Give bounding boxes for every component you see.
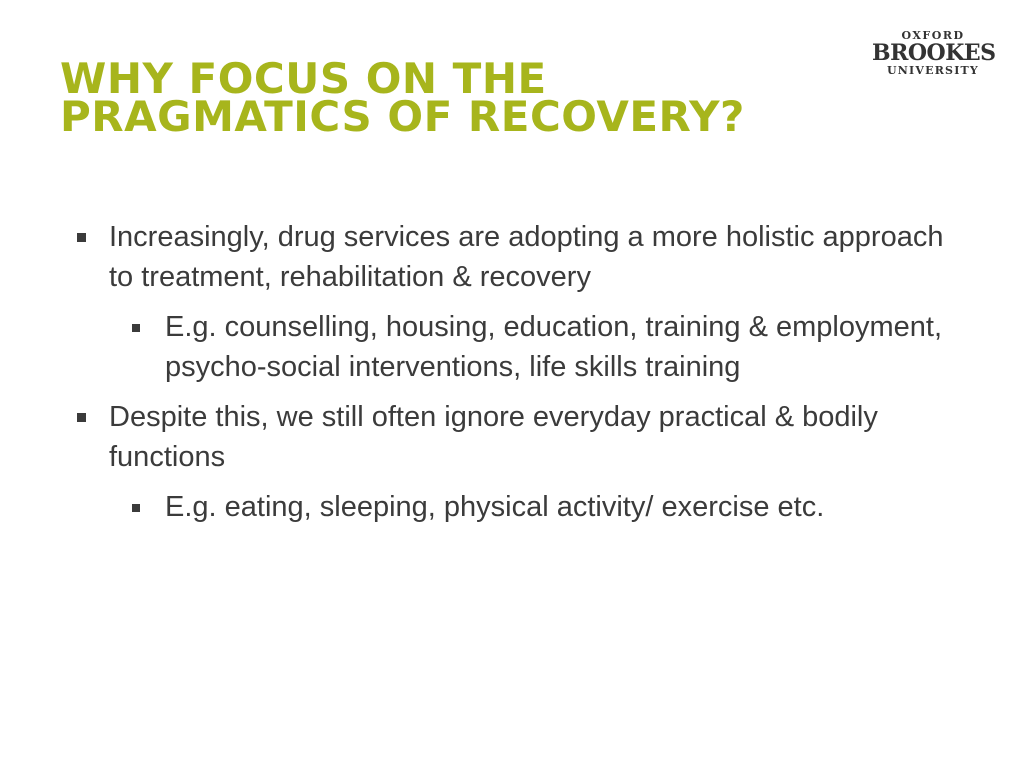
slide-title (60, 54, 745, 141)
slide-title-line-1: WHY FOCUS ON THE (60, 54, 547, 103)
square-bullet-icon (132, 504, 140, 512)
sub-bullet-item (128, 307, 972, 387)
square-bullet-icon (132, 324, 140, 332)
logo-line-oxford: OXFORD (901, 29, 965, 42)
bullet-item (72, 397, 972, 477)
bullet-text: Increasingly, drug services are adopting a more holistic approach to treatment, rehabilitation & recovery (109, 221, 944, 293)
oxford-brookes-logo (872, 30, 994, 77)
bullet-item (72, 217, 972, 297)
logo-line-brookes: BROOKES (872, 40, 996, 66)
sub-bullet-item (128, 487, 972, 527)
sub-bullet-text: E.g. counselling, housing, education, training & employment, psycho-social interventions, life skills training (165, 311, 943, 383)
sub-bullet-text: E.g. eating, sleeping, physical activity/ exercise etc. (165, 491, 825, 523)
slide-title-line-2: PRAGMATICS OF RECOVERY? (60, 92, 745, 141)
square-bullet-icon (77, 413, 86, 422)
bullet-list (72, 217, 972, 537)
bullet-text: Despite this, we still often ignore everyday practical & bodily functions (109, 401, 878, 473)
logo-line-university: UNIVERSITY (887, 64, 979, 77)
square-bullet-icon (77, 233, 86, 242)
